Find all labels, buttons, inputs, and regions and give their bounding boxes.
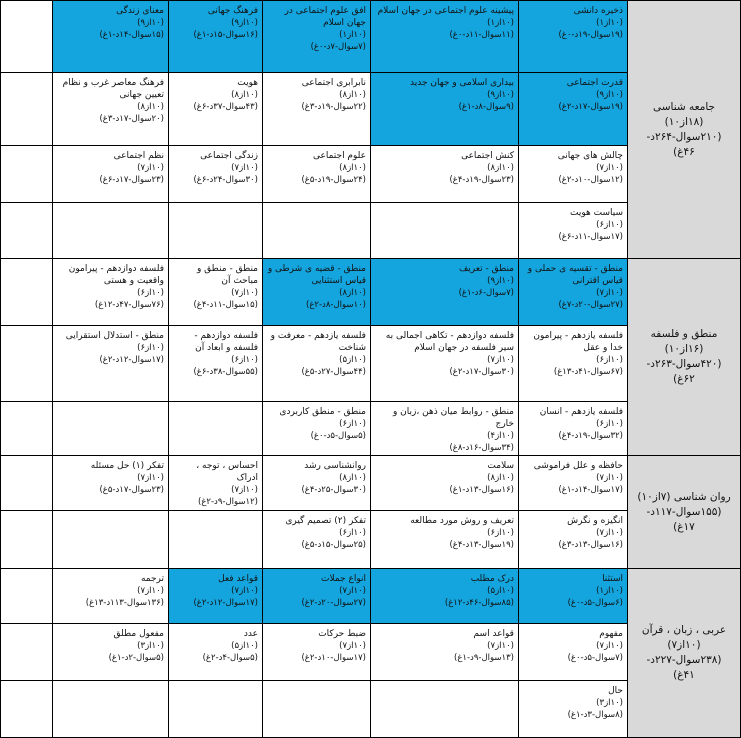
- section-label: [627, 258, 741, 456]
- topic-stat: (۱۰از۶): [339, 419, 366, 429]
- topic-stat: (۱۰از۱): [596, 586, 623, 596]
- topic-title: کنش اجتماعی: [461, 151, 514, 161]
- topic-stat: (۱۳۶سوال-۱۱۳د-۱۳غ): [85, 598, 164, 608]
- topic-cell: [52, 145, 169, 203]
- topic-stat: (۱۰از۷): [231, 288, 258, 298]
- topic-title: مفهوم: [599, 629, 623, 639]
- topic-stat: (۱۶سوال-۱۳د-۳غ): [558, 540, 623, 550]
- topic-title: سیاست هویت: [570, 208, 623, 218]
- topic-stat: (۷سوال-۶د-۱غ): [458, 288, 514, 298]
- topic-cell: [262, 401, 371, 456]
- empty-cell: [168, 401, 263, 456]
- topic-title: معنای زندگی: [116, 6, 164, 16]
- topic-title: منطق - منطق کاربردی: [279, 407, 366, 417]
- section-label: [627, 0, 741, 259]
- topic-cell: [52, 258, 169, 326]
- topic-title: ضبط حرکات: [318, 629, 366, 639]
- topic-stat: (۳۲سوال-۱۹د-۴غ): [558, 431, 623, 441]
- topic-title: حافظه و علل فراموشی: [533, 461, 623, 471]
- topic-stat: (۱۰از۷): [596, 641, 623, 651]
- topic-cell: [262, 623, 371, 681]
- topic-stat: (۱۰از۶): [231, 355, 258, 365]
- empty-cell: [0, 145, 53, 203]
- topic-stat: (۱۰از۹): [596, 90, 623, 100]
- topic-stat: (۱۰از۸): [487, 473, 514, 483]
- topic-title: تفکر (۱) حل مسئله: [90, 461, 164, 471]
- topic-title: فلسفه دوازدهم - تکاهی اجمالی به سیر فلسفه در جهان اسلام: [385, 331, 514, 353]
- topic-cell: [370, 0, 519, 73]
- topic-stat: (۲۷سوال-۲۰د-۲غ): [301, 598, 366, 608]
- topic-cell: [52, 0, 169, 73]
- topic-stat: (۲۳سوال-۱۷د-۶غ): [99, 175, 164, 185]
- topic-cell: [370, 510, 519, 569]
- topic-stat: (۱۵سوال-۱۱د-۴غ): [193, 300, 258, 310]
- section-line: ۴۱غ): [673, 669, 695, 681]
- topic-stat: (۱۷سوال-۱۰د-۲غ): [301, 653, 366, 663]
- topic-stat: (۱۰از۶): [596, 220, 623, 230]
- topic-stat: (۲۰سوال-۱۷د-۳غ): [99, 114, 164, 124]
- topic-stat: (۱۰از۳): [137, 641, 164, 651]
- section-line: ۱۷غ): [673, 520, 695, 533]
- topic-cell: [370, 623, 519, 681]
- topic-stat: (۱۰از۳): [596, 698, 623, 708]
- topic-title: علوم اجتماعی: [312, 151, 366, 161]
- topic-stat: (۱۶سوال-۱۳د-۱غ): [449, 485, 514, 495]
- topic-stat: (۱۷سوال-۱۱د-۶غ): [558, 232, 623, 242]
- empty-cell: [0, 202, 53, 259]
- topic-title: نابرابری اجتماعی: [301, 78, 366, 88]
- topic-title: منطق - استدلال استقرایی: [65, 331, 164, 341]
- section-text: [634, 100, 734, 160]
- topic-title: انگیزه و نگرش: [567, 516, 623, 526]
- topic-stat: (۱۰از۸): [339, 163, 366, 173]
- topic-stat: (۱۷سوال-۱۲د-۲غ): [193, 598, 258, 608]
- topic-stat: (۱۰از۹): [137, 18, 164, 28]
- empty-cell: [0, 510, 53, 569]
- topic-title: بیداری اسلامی و جهان جدید: [410, 78, 514, 88]
- topic-stat: (۱۵سوال-۱۴د-۱غ): [99, 30, 164, 40]
- empty-cell: [52, 202, 169, 259]
- topic-title: نظم اجتماعی: [113, 151, 164, 161]
- topic-stat: (۷سوال-۵د-۰غ): [567, 653, 623, 663]
- topic-cell: [168, 568, 263, 624]
- topic-stat: (۱۹سوال-۱۹د-۰غ): [558, 30, 623, 40]
- topic-stat: (۱۰از۶): [339, 528, 366, 538]
- topic-stat: (۱۰سوال-۸د-۲غ): [306, 300, 366, 310]
- topic-stat: (۲۳سوال-۱۹د-۴غ): [449, 175, 514, 185]
- empty-cell: [0, 455, 53, 511]
- section-line: ۶۲غ): [673, 373, 695, 385]
- section-line: (۲۱۰سوال-۲۶۴د-: [646, 130, 722, 143]
- topic-cell: [168, 0, 263, 73]
- topic-cell: [370, 401, 519, 456]
- section-line: (۴۲۰سوال-۲۶۳د-: [646, 358, 722, 370]
- topic-title: زندگی اجتماعی: [200, 151, 258, 161]
- topic-title: فلسفه یازدهم - پیرامون خدا و عقل: [533, 331, 623, 353]
- section-line: روان شناسی (۷از۱۰): [637, 490, 731, 503]
- topic-cell: [518, 145, 628, 203]
- topic-stat: (۲۵سوال-۱۵د-۵غ): [301, 540, 366, 550]
- topic-stat: (۵سوال-۴د-۲غ): [202, 653, 258, 663]
- empty-cell: [168, 680, 263, 738]
- topic-stat: (۲۲سوال-۱۹د-۳غ): [301, 102, 366, 112]
- topic-cell: [518, 680, 628, 738]
- topic-stat: (۷۶سوال-۴۷د-۱۲غ): [94, 300, 164, 310]
- topic-cell: [262, 568, 371, 624]
- topic-title: چالش های جهانی: [557, 151, 623, 161]
- topic-stat: (۱۰از۵): [231, 641, 258, 651]
- topic-title: فرهنگ جهانی: [207, 6, 258, 16]
- topic-title: مفعول مطلق: [113, 629, 164, 639]
- topic-cell: [168, 455, 263, 511]
- topic-title: قدرت اجتماعی: [566, 78, 623, 88]
- topic-stat: (۸۵سوال-۴۶د-۱۲غ): [444, 598, 514, 608]
- topic-stat: (۱۰از۸): [487, 163, 514, 173]
- topic-stat: (۱۰از۷): [596, 163, 623, 173]
- topic-title: فلسفه یازدهم - معرفت و شناخت: [270, 331, 366, 353]
- topic-cell: [518, 455, 628, 511]
- section-line: (۲۳۸سوال-۲۲۷د-: [646, 654, 722, 666]
- topic-stat: (۶سوال-۵د-۰غ): [567, 598, 623, 608]
- topic-stat: (۱۷سوال-۱۴د-۱غ): [558, 485, 623, 495]
- topic-stat: (۳۰سوال-۱۷د-۲غ): [449, 367, 514, 377]
- topic-cell: [518, 401, 628, 456]
- topic-cell: [518, 0, 628, 73]
- topic-cell: [52, 568, 169, 624]
- section-text: [642, 623, 726, 683]
- topic-title: پیشینه علوم اجتماعی در جهان اسلام: [377, 6, 514, 16]
- topic-title: حال: [608, 686, 623, 696]
- topic-stat: (۱۰از۷): [231, 485, 258, 495]
- topic-cell: [168, 623, 263, 681]
- topic-title: منطق - تقسیه ی حملی و قیاس اقترانی: [527, 264, 623, 286]
- topic-cell: [370, 72, 519, 146]
- section-line: عربی ، زبان ، قرآن: [641, 624, 727, 636]
- topic-stat: (۱۰از۷): [137, 163, 164, 173]
- topic-stat: (۴۴سوال-۲۷د-۵غ): [301, 367, 366, 377]
- topic-stat: (۳۴سوال-۱۶د-۸غ): [449, 443, 514, 453]
- topic-title: فرهنگ معاصر غرب و نظام تعیین جهانی: [62, 78, 164, 100]
- topic-stat: (۱۰از۷): [339, 641, 366, 651]
- topic-cell: [518, 623, 628, 681]
- topic-title: احساس ، توجه ، ادراک: [196, 461, 258, 483]
- topic-stat: (۴۳سوال-۳۷د-۶غ): [193, 102, 258, 112]
- topic-cell: [168, 145, 263, 203]
- topic-title: فلسفه دوازدهم - پیرامون واقعیت و هستی: [68, 264, 164, 286]
- topic-title: استثنا: [602, 574, 623, 584]
- topic-stat: (۲۷سوال-۲۰د-۷غ): [558, 300, 623, 310]
- empty-cell: [370, 680, 519, 738]
- topic-stat: (۱۰از۶): [137, 288, 164, 298]
- topic-title: منطق - تعریف: [458, 264, 514, 274]
- topic-title: تعریف و روش مورد مطالعه: [410, 516, 514, 526]
- topic-stat: (۸سوال-۳د-۱غ): [567, 710, 623, 720]
- topic-cell: [168, 325, 263, 402]
- topic-cell: [52, 325, 169, 402]
- topic-stat: (۱۰از۸): [339, 288, 366, 298]
- empty-cell: [0, 325, 53, 402]
- topic-title: درک مطلب: [470, 574, 514, 584]
- section-line: (۱۰از۷): [667, 639, 701, 651]
- topic-cell: [262, 258, 371, 326]
- empty-cell: [52, 401, 169, 456]
- topic-stat: (۱۹سوال-۱۷د-۲غ): [558, 102, 623, 112]
- topic-cell: [168, 258, 263, 326]
- section-label: [627, 568, 741, 738]
- empty-cell: [262, 202, 371, 259]
- topic-stat: (۱۰از۹): [487, 90, 514, 100]
- empty-cell: [0, 72, 53, 146]
- topic-title: منطق - منطق و مباحث آن: [196, 264, 258, 286]
- topic-cell: [52, 72, 169, 146]
- topic-stat: (۱۰از۸): [339, 90, 366, 100]
- topic-cell: [370, 568, 519, 624]
- topic-title: منطق - روابط میان ذهن ،زبان و خارج: [392, 407, 514, 429]
- topic-stat: (۱۰از۷): [231, 163, 258, 173]
- topic-cell: [52, 455, 169, 511]
- topic-stat: (۷سوال-۷د-۰غ): [310, 42, 366, 52]
- empty-cell: [52, 510, 169, 569]
- topic-stat: (۱۰از۵): [339, 355, 366, 365]
- empty-cell: [168, 510, 263, 569]
- topic-stat: (۱۰از۷): [137, 586, 164, 596]
- topic-cell: [262, 72, 371, 146]
- section-line: جامعه شناسی (۱۸از۱۰): [652, 100, 716, 128]
- topic-title: فلسفه دوازدهم - فلسفه و ابعاد آن: [194, 331, 258, 353]
- empty-cell: [262, 680, 371, 738]
- empty-cell: [0, 623, 53, 681]
- topic-title: ذخیره دانشی: [573, 6, 623, 16]
- topic-cell: [262, 455, 371, 511]
- section-line: منطق و فلسفه (۱۶از۱۰): [650, 328, 718, 355]
- topic-stat: (۱۷سوال-۱۲د-۲غ): [99, 355, 164, 365]
- topic-title: تفکر (۲) تصمیم گیری: [285, 516, 366, 526]
- topic-stat: (۱۰از۶): [137, 343, 164, 353]
- topic-stat: (۱۰از۹): [231, 18, 258, 28]
- topic-cell: [518, 202, 628, 259]
- topic-stat: (۱۰از۷): [231, 586, 258, 596]
- topic-cell: [370, 325, 519, 402]
- topic-cell: [262, 325, 371, 402]
- empty-cell: [0, 401, 53, 456]
- empty-cell: [0, 0, 53, 73]
- topic-title: روانشناسی رشد: [304, 461, 366, 471]
- topic-cell: [370, 455, 519, 511]
- topic-stat: (۱۱سوال-۱۱د-۰غ): [449, 30, 514, 40]
- topic-stat: (۱۰از۱): [339, 30, 366, 40]
- topic-stat: (۲۳سوال-۱۷د-۵غ): [99, 485, 164, 495]
- topic-stat: (۱۳سوال-۹د-۱غ): [454, 653, 514, 663]
- empty-cell: [0, 258, 53, 326]
- topic-title: هویت: [237, 78, 258, 88]
- empty-cell: [0, 680, 53, 738]
- topic-title: افق علوم اجتماعی در جهان اسلام: [284, 6, 366, 28]
- topic-stat: (۱۰از۵): [487, 586, 514, 596]
- topic-stat: (۹سوال-۸د-۱غ): [458, 102, 514, 112]
- topic-title: قواعد فعل: [218, 574, 258, 584]
- empty-cell: [52, 680, 169, 738]
- topic-cell: [370, 145, 519, 203]
- topic-stat: (۳۰سوال-۲۵د-۴غ): [301, 485, 366, 495]
- topic-stat: (۱۰از۷): [487, 355, 514, 365]
- topic-title: سلامت: [487, 461, 514, 471]
- topic-stat: (۱۰از۷): [596, 288, 623, 298]
- empty-cell: [370, 202, 519, 259]
- topic-title: فلسفه یازدهم - انسان: [539, 407, 623, 417]
- topic-stat: (۵سوال-۲د-۱غ): [108, 653, 164, 663]
- topic-stat: (۱۰از۶): [596, 355, 623, 365]
- topic-stat: (۱۰از۷): [596, 473, 623, 483]
- topic-stat: (۱۹سوال-۱۳د-۴غ): [449, 540, 514, 550]
- section-line: (۱۵۵سوال-۱۱۷د-: [646, 505, 722, 518]
- topic-cell: [518, 325, 628, 402]
- topic-stat: (۱۲سوال-۱۰د-۲غ): [558, 175, 623, 185]
- topic-stat: (۱۰از۸): [137, 102, 164, 112]
- section-label: [627, 455, 741, 569]
- topic-cell: [262, 0, 371, 73]
- topic-cell: [52, 623, 169, 681]
- topic-stat: (۱۲سوال-۹د-۲غ): [198, 497, 258, 507]
- topic-title: انواع جملات: [321, 574, 366, 584]
- topic-cell: [262, 145, 371, 203]
- topic-cell: [262, 510, 371, 569]
- topic-cell: [518, 510, 628, 569]
- topic-cell: [518, 72, 628, 146]
- topic-title: منطق - قضیه ی شرطی و قیاس استثنایی: [267, 264, 366, 286]
- topic-title: قواعد اسم: [473, 629, 514, 639]
- topic-stat: (۱۰از۷): [137, 473, 164, 483]
- topic-stat: (۱۶سوال-۱۵د-۱غ): [193, 30, 258, 40]
- topic-stat: (۱۰از۸): [231, 90, 258, 100]
- topic-stat: (۱۰از۷): [596, 528, 623, 538]
- topic-stat: (۵سوال-۵د-۰غ): [310, 431, 366, 441]
- topic-stat: (۲۴سوال-۱۹د-۵غ): [301, 175, 366, 185]
- topic-title: عدد: [243, 629, 258, 639]
- topic-title: ترجمه: [140, 574, 164, 584]
- topic-stat: (۶۷سوال-۴۱د-۱۳غ): [553, 367, 623, 377]
- empty-cell: [168, 202, 263, 259]
- topic-cell: [168, 72, 263, 146]
- section-text: [637, 490, 730, 535]
- topic-stat: (۱۰از۶): [596, 419, 623, 429]
- section-line: ۴۶غ): [673, 145, 695, 158]
- section-text: [634, 327, 734, 387]
- empty-cell: [0, 568, 53, 624]
- topic-stat: (۱۰از۷): [339, 586, 366, 596]
- topic-cell: [518, 258, 628, 326]
- topic-stat: (۱۰از۸): [339, 473, 366, 483]
- topic-stat: (۱۰از۱): [487, 18, 514, 28]
- topic-stat: (۱۰از۴): [487, 431, 514, 441]
- topic-stat: (۵۵سوال-۳۸د-۶غ): [193, 367, 258, 377]
- topic-stat: (۱۰از۷): [487, 641, 514, 651]
- topic-cell: [518, 568, 628, 624]
- topic-stat: (۱۰از۶): [487, 528, 514, 538]
- topic-cell: [370, 258, 519, 326]
- topic-stat: (۳۰سوال-۲۴د-۶غ): [193, 175, 258, 185]
- topic-stat: (۱۰از۹): [487, 276, 514, 286]
- topic-stat: (۱۰از۱): [596, 18, 623, 28]
